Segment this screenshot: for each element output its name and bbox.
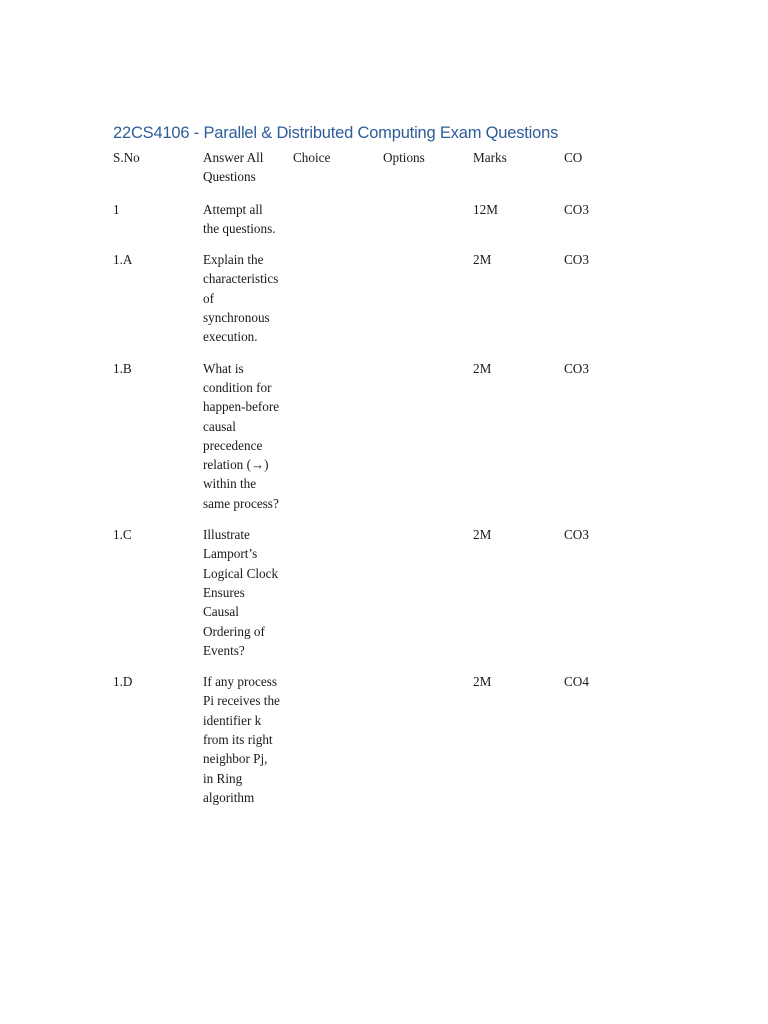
row-question-text: If any process Pi receives the identifier k from its right neighbor Pj, in Ring algorithm	[203, 674, 280, 805]
row-choice	[293, 250, 383, 358]
table-row	[113, 200, 624, 251]
row-sno: 1.C	[113, 527, 132, 543]
row-co: CO4	[564, 674, 589, 690]
table-row	[113, 359, 624, 525]
row-options	[383, 525, 473, 672]
row-co: CO3	[564, 360, 589, 376]
row-sno: 1	[113, 201, 120, 217]
row-options	[383, 672, 473, 819]
table-row	[113, 250, 624, 358]
row-choice	[293, 672, 383, 819]
header-sno: S.No	[113, 150, 140, 165]
header-answer-text: Answer All Questions	[203, 150, 264, 185]
header-marks: Marks	[473, 150, 507, 165]
header-co: CO	[564, 150, 583, 165]
row-question	[203, 525, 293, 672]
header-choice: Choice	[293, 150, 331, 165]
row-sno: 1.D	[113, 674, 133, 690]
row-question-text: Explain the characteristics of synchronous execution.	[203, 252, 279, 345]
row-options	[383, 200, 473, 251]
row-options	[383, 359, 473, 525]
row-marks: 2M	[473, 360, 492, 376]
document-title: 22CS4106 - Parallel & Distributed Computing Exam Questions	[113, 124, 559, 142]
row-marks: 2M	[473, 674, 492, 690]
row-question	[203, 250, 293, 358]
row-question	[203, 672, 293, 819]
table-row	[113, 672, 624, 819]
row-question-text: What is condition for happen-before causal precedence relation (→) within the same process?	[203, 360, 280, 511]
row-co: CO3	[564, 201, 589, 217]
row-question	[203, 359, 293, 525]
row-choice	[293, 200, 383, 251]
row-sno: 1.B	[113, 360, 132, 376]
table-row	[113, 525, 624, 672]
row-question-text: Attempt all the questions.	[203, 201, 276, 236]
row-question-text: Illustrate Lamport’s Logical Clock Ensures Causal Ordering of Events?	[203, 527, 279, 658]
row-choice	[293, 359, 383, 525]
table-header-row	[113, 148, 624, 200]
row-sno: 1.A	[113, 252, 133, 268]
row-marks: 12M	[473, 201, 498, 217]
row-co: CO3	[564, 527, 589, 543]
header-answer	[203, 148, 293, 200]
row-marks: 2M	[473, 527, 492, 543]
header-options: Options	[383, 150, 425, 165]
row-marks: 2M	[473, 252, 492, 268]
questions-table	[113, 148, 624, 819]
row-question	[203, 200, 293, 251]
row-choice	[293, 525, 383, 672]
row-co: CO3	[564, 252, 589, 268]
row-options	[383, 250, 473, 358]
